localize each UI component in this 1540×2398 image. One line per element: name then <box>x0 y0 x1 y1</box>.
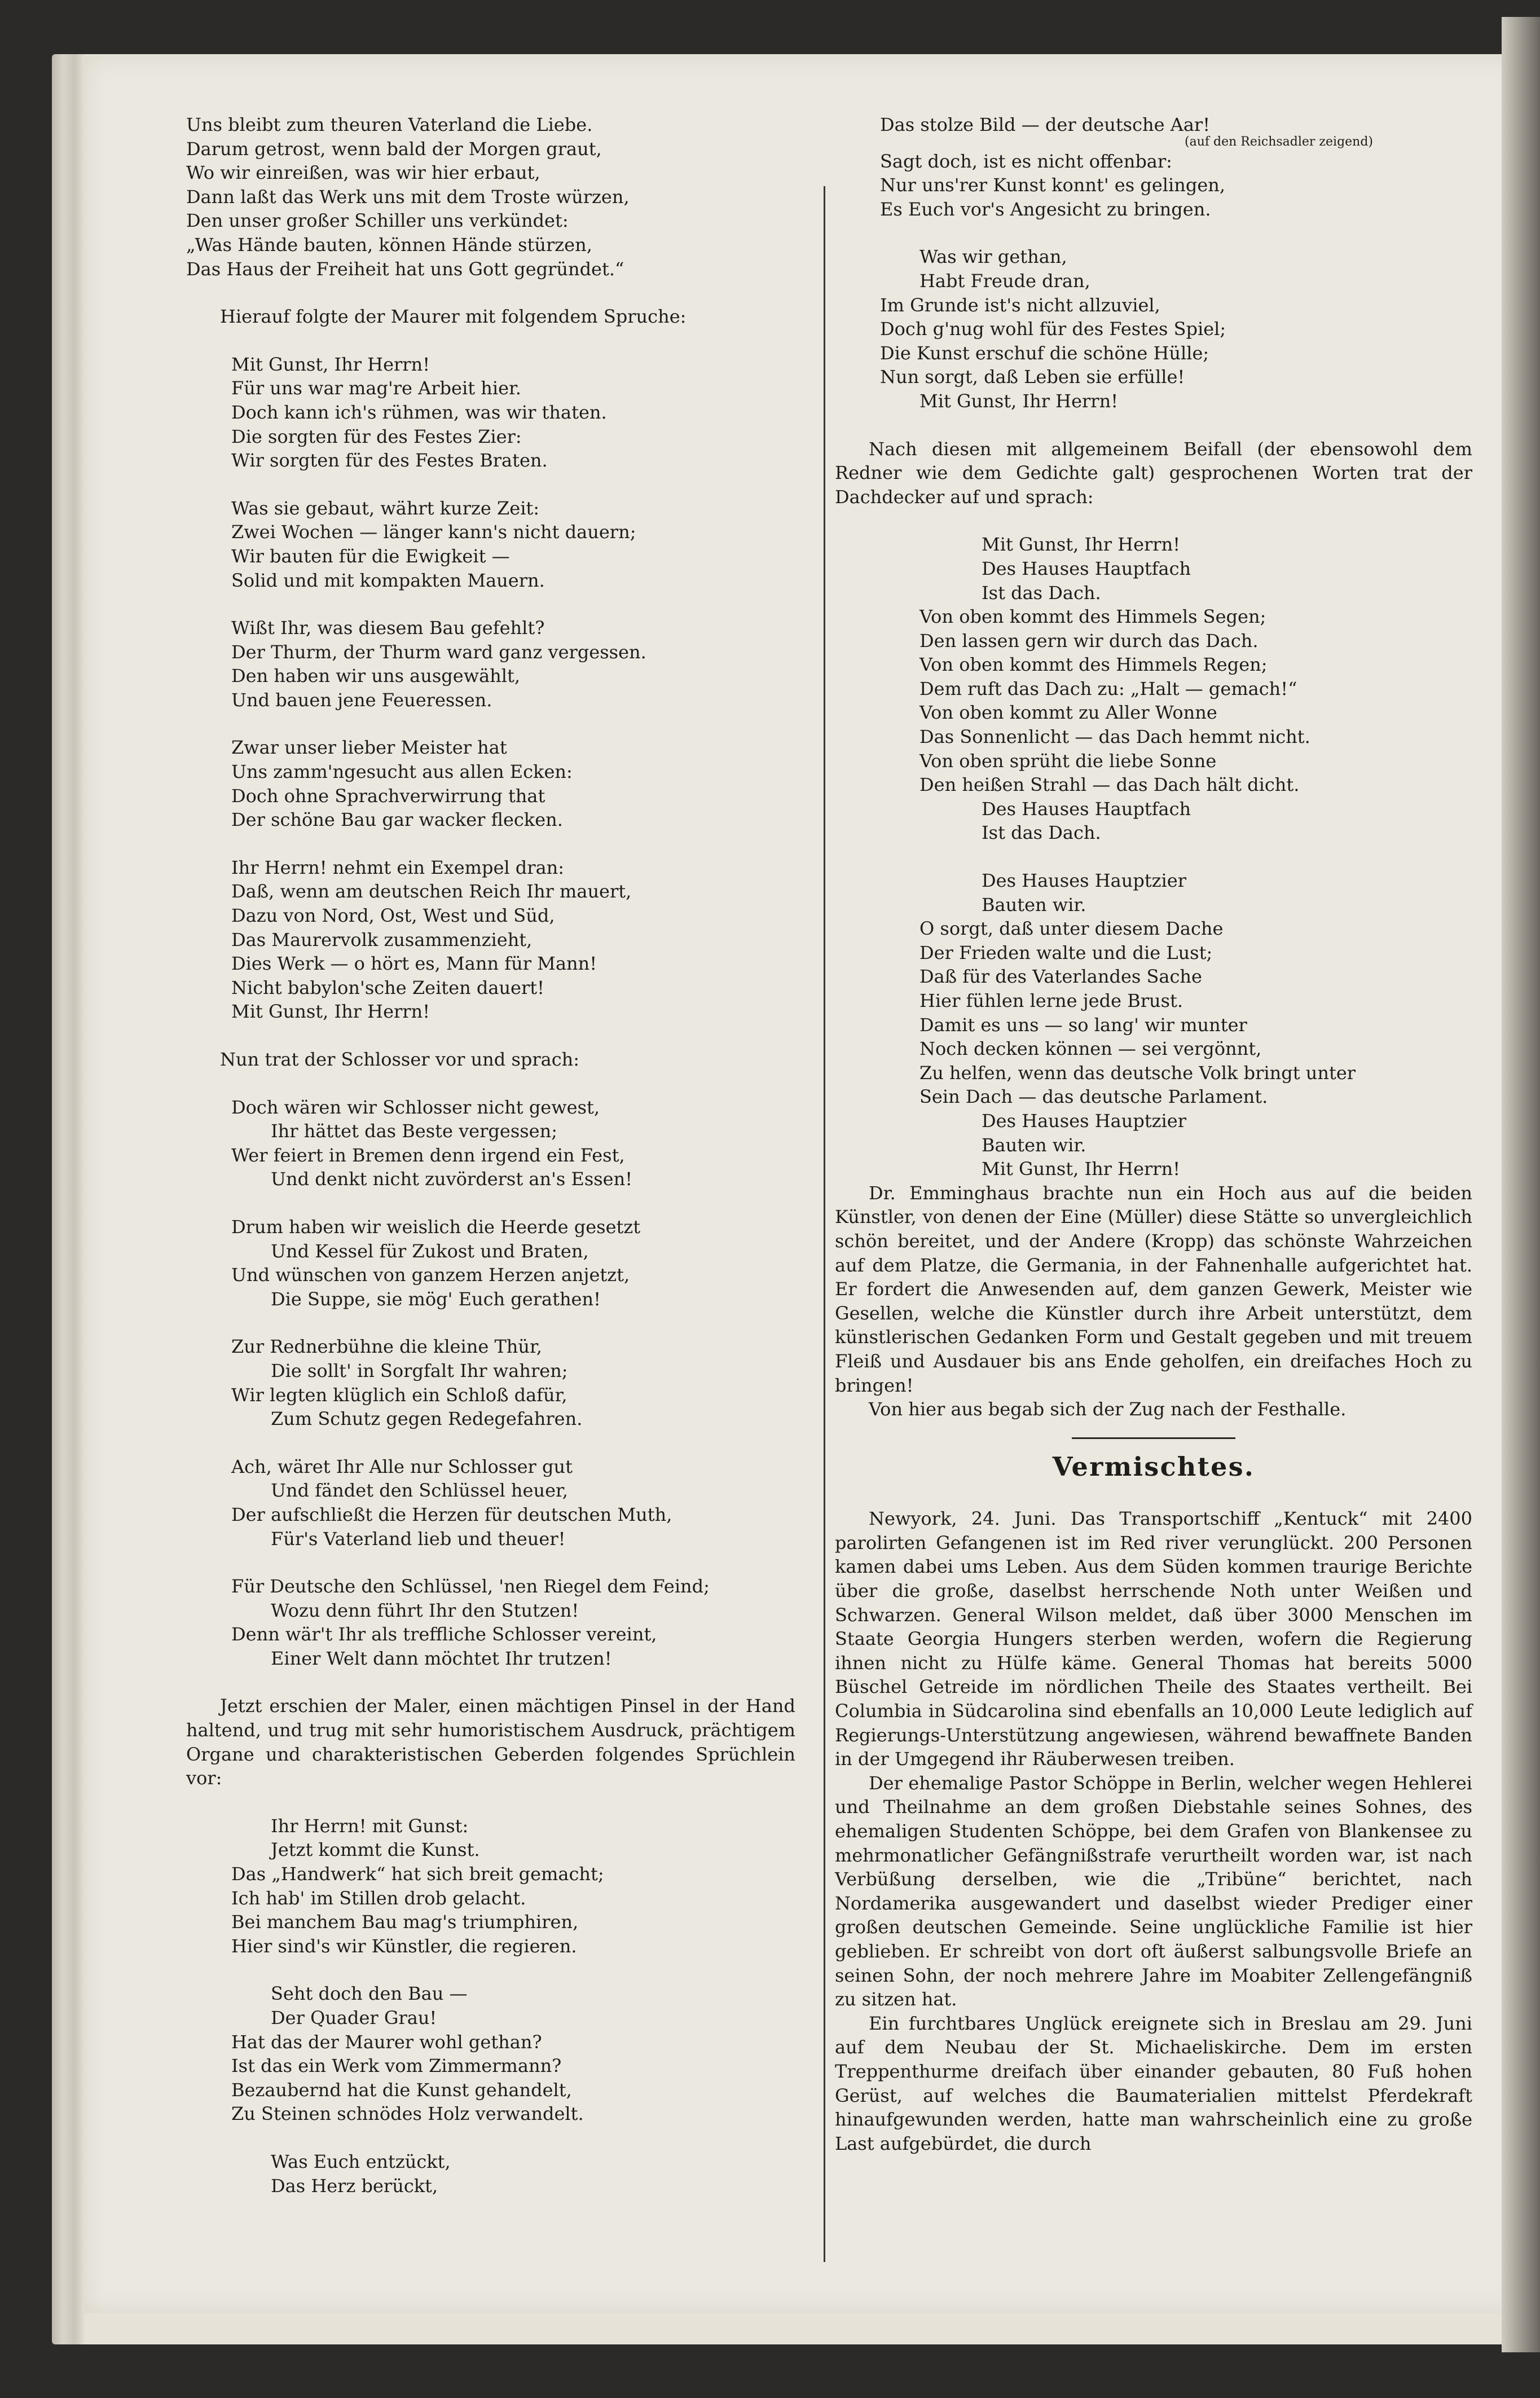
verse-line: Zu helfen, wenn das deutsche Volk bringt unter <box>919 1062 1356 1084</box>
verse-line: Zwei Wochen — länger kann's nicht dauern; <box>231 521 636 543</box>
verse-line: Doch ohne Sprachverwirrung that <box>231 785 545 807</box>
verse-line: Bezaubernd hat die Kunst gehandelt, <box>231 2079 572 2101</box>
intro-maler: Jetzt erschien der Maler, einen mächtigen Pinsel in der Hand haltend, und trug mit sehr humoristischem Ausdruck, prächtigem Organe und charakteristischen Geberden folgendes Sprüchlein vor: <box>186 1695 795 1789</box>
verse-line: Seht doch den Bau — <box>271 1983 468 2005</box>
verse-line: Was Euch entzückt, <box>271 2150 451 2172</box>
verse-line: Von oben kommt des Himmels Segen; <box>919 606 1266 628</box>
verse-line: Jetzt kommt die Kunst. <box>271 1839 480 1861</box>
stanza-gap <box>835 509 1472 533</box>
verse-line: Bauten wir. <box>982 894 1086 916</box>
verse-line: Ihr Herrn! nehmt ein Exempel dran: <box>231 856 565 878</box>
verse-line: Ist das Dach. <box>982 822 1101 844</box>
verse-line: Nicht babylon'sche Zeiten dauert! <box>231 976 544 998</box>
verse-line: Noch decken können — sei vergönnt, <box>919 1038 1262 1060</box>
verse-line: Mit Gunst, Ihr Herrn! <box>231 353 430 375</box>
verse-line: Das Maurervolk zusammenzieht, <box>231 929 533 951</box>
verse-line: Doch kann ich's rühmen, was wir thaten. <box>231 401 607 423</box>
right-column <box>835 113 1472 2155</box>
news-item: Newyork, 24. Juni. Das Transportschiff „Kentuck“ mit 2400 parolirten Gefangenen ist im Red river verunglückt. 200 Personen kamen dabei ums Leben. Aus dem Süden kommen traurige Berichte über die große, daselbst herrschende Noth unter Weißen und Schwarzen. General Wilson meldet, daß über 3000 Menschen im Staate Georgia Hungers sterben werden, wofern die Regierung ihnen nicht zu Hülfe käme. General Thomas hat bereits 5000 Büschel Getreide im nördlichen Theile des Staates vertheilt. Bei Columbia in Südcarolina sind ebenfalls an 10,000 Leute lediglich auf Regierungs-Unterstützung angewiesen, während bewaffnete Banden in der Umgegend ihr Räuberwesen treiben. <box>835 1508 1472 1770</box>
verse-line: Die Suppe, sie mög' Euch gerathen! <box>271 1288 601 1310</box>
verse-line: Nur uns'rer Kunst konnt' es gelingen, <box>880 174 1226 196</box>
verse-line: Des Hauses Hauptzier <box>982 1110 1186 1132</box>
verse-line: Bei manchem Bau mag's triumphiren, <box>231 1911 579 1933</box>
verse-line: „Was Hände bauten, können Hände stürzen, <box>186 234 592 256</box>
verse-line: Das Herz berückt, <box>271 2175 438 2197</box>
stanza-gap <box>186 1191 795 1215</box>
stanza-gap <box>186 1958 795 1982</box>
verse-line: Der Quader Grau! <box>271 2007 437 2029</box>
verse-line: Von oben sprüht die liebe Sonne <box>919 750 1217 772</box>
verse-line: Doch wären wir Schlosser nicht gewest, <box>231 1096 600 1118</box>
verse-line: Solid und mit kompakten Mauern. <box>231 569 545 591</box>
verse-line: Wißt Ihr, was diesem Bau gefehlt? <box>231 617 545 639</box>
verse-line: Uns bleibt zum theuren Vaterland die Liebe. <box>186 114 593 135</box>
verse-line: Der Thurm, der Thurm ward ganz vergessen. <box>231 641 646 663</box>
verse-line: Und Kessel für Zukost und Braten, <box>271 1240 589 1262</box>
verse-line: Und bauen jene Feueressen. <box>231 689 492 711</box>
verse-line: Ist das Dach. <box>982 582 1101 604</box>
verse-line: Was wir gethan, <box>919 246 1067 268</box>
verse-line: Und denkt nicht zuvörderst an's Essen! <box>271 1168 633 1190</box>
verse-line: Das stolze Bild — der deutsche Aar! <box>880 114 1211 135</box>
verse-line: Zwar unser lieber Meister hat <box>231 737 507 759</box>
verse-line: Zur Rednerbühne die kleine Thür, <box>231 1336 542 1358</box>
verse-line: Sein Dach — das deutsche Parlament. <box>919 1086 1268 1108</box>
verse-line: Die Kunst erschuf die schöne Hülle; <box>880 342 1209 364</box>
verse-line: Den unser großer Schiller uns verkündet: <box>186 210 569 232</box>
verse-line: Ach, wäret Ihr Alle nur Schlosser gut <box>231 1455 573 1477</box>
stanza-gap <box>186 592 795 616</box>
verse-line: Wir bauten für die Ewigkeit — <box>231 545 510 567</box>
verse-line: Von oben kommt des Himmels Regen; <box>919 654 1268 676</box>
verse-line: Des Hauses Hauptzier <box>982 870 1186 892</box>
stanza-gap <box>186 1551 795 1574</box>
verse-line: Mit Gunst, Ihr Herrn! <box>982 534 1181 556</box>
verse-line: Daß für des Vaterlandes Sache <box>919 966 1202 988</box>
stanza-gap <box>186 1790 795 1814</box>
verse-line: Ist das ein Werk vom Zimmermann? <box>231 2055 562 2077</box>
closing-paragraph: Dr. Emminghaus brachte nun ein Hoch aus auf die beiden Künstler, von denen der Eine (Müller) diese Stätte so unvergleichlich schön bereitet, und der Andere (Kropp) das schönste Wahrzeichen auf dem Platze, die Germania, in der Fahnenhalle aufgerichtet hat. Er fordert die Anwesenden auf, dem ganzen Gewerk, Meister wie Gesellen, welche die Künstler durch ihre Arbeit unterstützt, dem künstlerischen Gedanken Form und Gestalt gegeben und mit treuem Fleiß und Ausdauer bis ans Ende geholfen, ein dreifaches Hoch zu bringen! <box>835 1182 1472 1396</box>
section-heading: Vermischtes. <box>1052 1451 1255 1482</box>
verse-line: Mit Gunst, Ihr Herrn! <box>982 1158 1181 1180</box>
verse-line: Mit Gunst, Ihr Herrn! <box>231 1001 430 1023</box>
verse-line: O sorgt, daß unter diesem Dache <box>919 918 1224 940</box>
verse-line: Der schöne Bau gar wacker flecken. <box>231 809 563 831</box>
stanza-gap <box>186 473 795 496</box>
stanza-gap <box>186 712 795 736</box>
verse-line: Das Haus der Freiheit hat uns Gott gegründet.“ <box>186 258 624 280</box>
verse-line: Ihr hättet das Beste vergessen; <box>271 1120 557 1142</box>
column-divider <box>824 186 825 2262</box>
stanza-gap <box>186 1670 795 1694</box>
verse-line: Doch g'nug wohl für des Festes Spiel; <box>880 318 1226 340</box>
verse-line: Hier sind's wir Künstler, die regieren. <box>231 1935 577 1957</box>
verse-line: Ich hab' im Stillen drob gelacht. <box>231 1887 526 1909</box>
page-binding-edge <box>1502 17 1540 2352</box>
verse-line: Dies Werk — o hört es, Mann für Mann! <box>231 953 597 975</box>
closing-paragraph: Von hier aus begab sich der Zug nach der Festhalle. <box>869 1398 1347 1420</box>
verse-line: Es Euch vor's Angesicht zu bringen. <box>880 198 1211 220</box>
stanza-gap <box>186 1024 795 1048</box>
verse-line: Bauten wir. <box>982 1134 1086 1156</box>
verse-line: Das Sonnenlicht — das Dach hemmt nicht. <box>919 726 1310 748</box>
verse-line: Den heißen Strahl — das Dach hält dicht. <box>919 774 1300 796</box>
verse-line: Zu Steinen schnödes Holz verwandelt. <box>231 2103 584 2125</box>
verse-line: Zum Schutz gegen Redegefahren. <box>271 1408 583 1430</box>
verse-line: Im Grunde ist's nicht allzuviel, <box>880 294 1160 316</box>
verse-line: Drum haben wir weislich die Heerde gesetzt <box>231 1216 641 1238</box>
left-column <box>186 113 795 2198</box>
stanza-gap <box>186 329 795 353</box>
verse-line: Dem ruft das Dach zu: „Halt — gemach!“ <box>919 677 1297 699</box>
verse-line: Das „Handwerk“ hat sich breit gemacht; <box>231 1863 604 1885</box>
stanza-gap <box>186 1072 795 1095</box>
verse-line: Uns zamm'ngesucht aus allen Ecken: <box>231 761 573 783</box>
verse-line: Für's Vaterland lieb und theuer! <box>271 1528 566 1550</box>
stanza-gap <box>186 1431 795 1455</box>
verse-line: Daß, wenn am deutschen Reich Ihr mauert, <box>231 881 632 903</box>
verse-line: Darum getrost, wenn bald der Morgen graut, <box>186 138 602 160</box>
verse-line: Die sorgten für des Festes Zier: <box>231 425 522 447</box>
stanza-gap <box>835 413 1472 437</box>
stage-note: (auf den Reichsadler zeigend) <box>1185 134 1374 149</box>
verse-line: Nun sorgt, daß Leben sie erfülle! <box>880 366 1185 388</box>
verse-line: Wo wir einreißen, was wir hier erbaut, <box>186 162 540 184</box>
verse-line: Für uns war mag're Arbeit hier. <box>231 377 521 399</box>
verse-line: Hat das der Maurer wohl gethan? <box>231 2031 542 2053</box>
verse-line: Der aufschließt die Herzen für deutschen Muth, <box>231 1503 672 1525</box>
verse-line: Des Hauses Hauptfach <box>982 557 1191 579</box>
stanza-gap <box>186 281 795 305</box>
verse-line: Den lassen gern wir durch das Dach. <box>919 630 1259 652</box>
verse-line: Habt Freude dran, <box>919 270 1090 292</box>
verse-line: Den haben wir uns ausgewählt, <box>231 665 521 687</box>
stanza-gap <box>835 221 1472 245</box>
verse-line: Dazu von Nord, Ost, West und Süd, <box>231 905 555 927</box>
verse-line: Der Frieden walte und die Lust; <box>919 941 1213 963</box>
verse-line: Sagt doch, ist es nicht offenbar: <box>880 150 1172 172</box>
stanza-gap <box>186 1311 795 1335</box>
verse-line: Des Hauses Hauptfach <box>982 798 1191 820</box>
intro-dachdecker: Nach diesen mit allgemeinem Beifall (der ebensowohl dem Redner wie dem Gedichte galt) gesprochenen Worten trat der Dachdecker auf und sprach: <box>835 438 1472 508</box>
news-item: Der ehemalige Pastor Schöppe in Berlin, welcher wegen Hehlerei und Theilnahme an dem großen Diebstahle seines Sohnes, des ehemaligen Studenten Schöppe, bei dem Grafen von Blankensee zu mehrmonatlicher Gefängnißstrafe verurtheilt worden war, ist nach Verbüßung derselben, wie die „Tribüne“ berichtet, nach Nordamerika ausgewandert und daselbst wieder Prediger einer großen deutschen Gemeinde. Seine unglückliche Familie ist hier geblieben. Er schreibt von dort oft äußerst salbungsvolle Briefe an seinen Sohn, der noch mehrere Jahre im Moabiter Zellengefängniß zu sitzen hat. <box>835 1772 1472 2010</box>
verse-line: Einer Welt dann möchtet Ihr trutzen! <box>271 1647 612 1669</box>
verse-line: Wozu denn führt Ihr den Stutzen! <box>271 1599 579 1621</box>
verse-line: Hier fühlen lerne jede Brust. <box>919 990 1183 1011</box>
news-item: Ein furchtbares Unglück ereignete sich in Breslau am 29. Juni auf dem Neubau der St. Michaeliskirche. Dem im ersten Treppenthurme dreifach über einander gebauten, 80 Fuß hohen Gerüst, auf welches die Baumaterialien mittelst Pferdekraft hinaufgewunden werden, hatte man wahrscheinlich eine zu große Last aufgebürdet, die durch <box>835 2012 1472 2154</box>
verse-line: Dann laßt das Werk uns mit dem Troste würzen, <box>186 186 630 208</box>
verse-line: Die sollt' in Sorgfalt Ihr wahren; <box>271 1359 568 1381</box>
intro-maurer: Hierauf folgte der Maurer mit folgendem Spruche: <box>220 306 687 328</box>
intro-schlosser: Nun trat der Schlosser vor und sprach: <box>220 1049 580 1070</box>
verse-line: Von oben kommt zu Aller Wonne <box>919 702 1217 724</box>
verse-line: Mit Gunst, Ihr Herrn! <box>919 390 1119 412</box>
stanza-gap <box>835 845 1472 869</box>
stanza-gap <box>186 2126 795 2150</box>
verse-line: Wir sorgten für des Festes Braten. <box>231 450 548 472</box>
verse-line: Für Deutsche den Schlüssel, 'nen Riegel dem Feind; <box>231 1576 710 1598</box>
stanza-gap <box>186 832 795 856</box>
verse-line: Und fändet den Schlüssel heuer, <box>271 1480 568 1502</box>
verse-line: Damit es uns — so lang' wir munter <box>919 1014 1247 1036</box>
verse-line: Wir legten klüglich ein Schloß dafür, <box>231 1384 567 1406</box>
section-rule <box>1072 1437 1235 1439</box>
verse-line: Und wünschen von ganzem Herzen anjetzt, <box>231 1264 630 1286</box>
verse-line: Ihr Herrn! mit Gunst: <box>271 1815 469 1837</box>
verse-line: Was sie gebaut, währt kurze Zeit: <box>231 497 540 519</box>
verse-line: Wer feiert in Bremen denn irgend ein Fest, <box>231 1144 625 1166</box>
verse-line: Denn wär't Ihr als treffliche Schlosser vereint, <box>231 1623 657 1645</box>
